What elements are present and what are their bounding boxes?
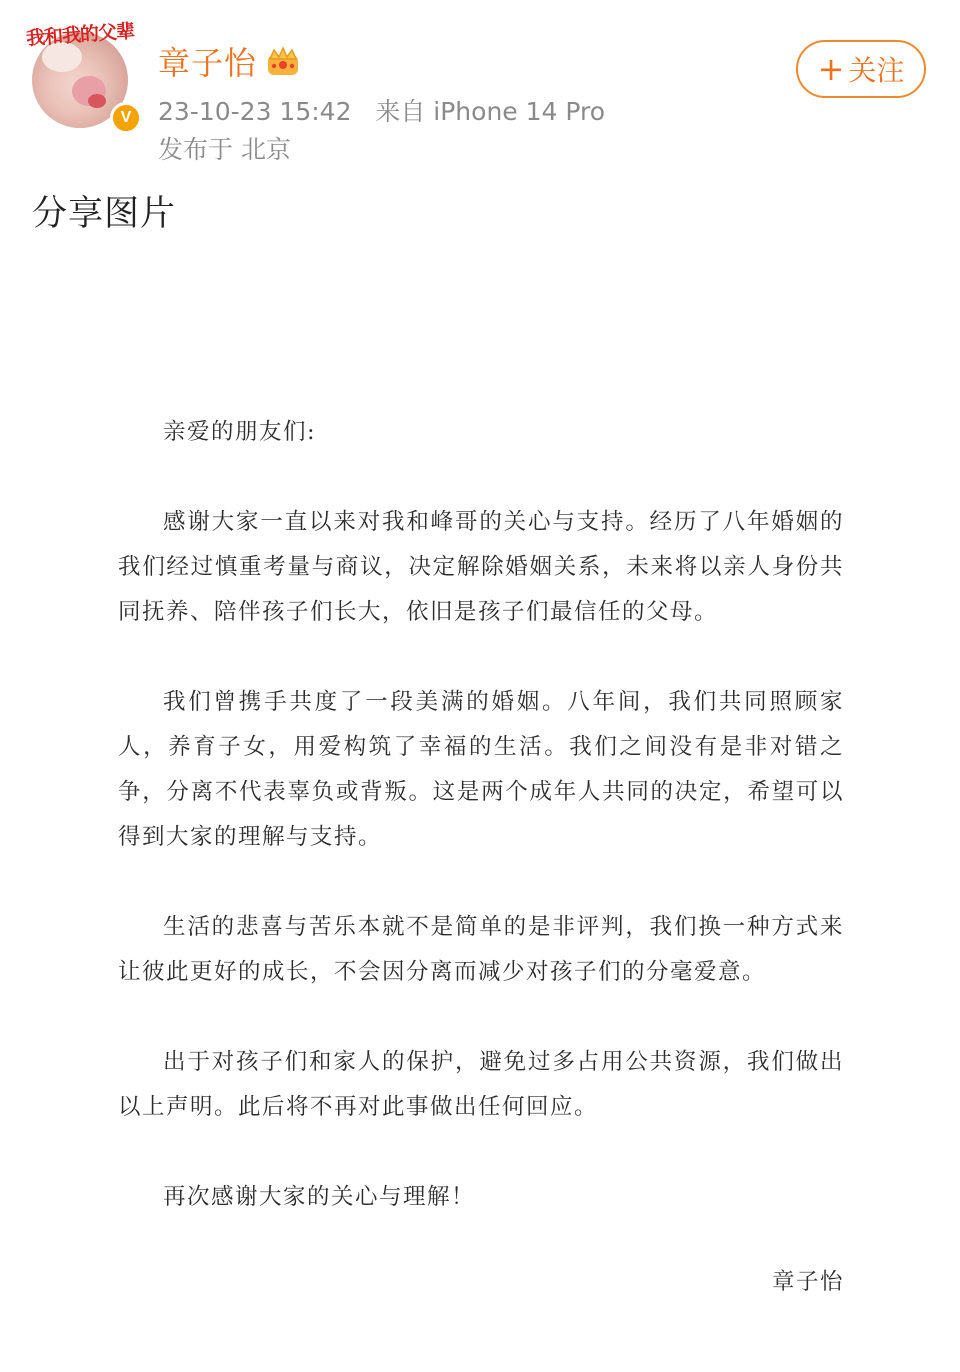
follow-button[interactable] bbox=[796, 40, 926, 98]
verified-badge-icon: V bbox=[110, 102, 142, 134]
post-text: 分享图片 bbox=[32, 194, 177, 234]
letter-paragraph: 感谢大家一直以来对我和峰哥的关心与支持。经历了八年婚姻的我们经过慎重考量与商议，决定解除婚姻关系，未来将以亲人身份共同抚养、陪伴孩子们长大，依旧是孩子们最信任的父母。 bbox=[118, 509, 844, 625]
post-meta bbox=[158, 92, 605, 128]
avatar-logo-text: 我和我的父辈 bbox=[25, 20, 135, 50]
letter-paragraph: 我们曾携手共度了一段美满的婚姻。八年间，我们共同照顾家人，养育子女，用爱构筑了幸福的生活。我们之间没有是非对错之争，分离不代表辜负或背叛。这是两个成年人共同的决定，希望可以得到大家的理解与支持。 bbox=[118, 689, 844, 850]
post-time: 23-10-23 15:42 bbox=[158, 97, 352, 126]
post-location: 发布于 北京 bbox=[158, 135, 291, 164]
post-source: 来自 iPhone 14 Pro bbox=[375, 97, 606, 126]
follow-label: 关注 bbox=[848, 54, 905, 87]
user-avatar[interactable] bbox=[26, 20, 134, 128]
letter-paragraph: 生活的悲喜与苦乐本就不是简单的是非评判，我们换一种方式来让彼此更好的成长，不会因分离而减少对孩子们的分毫爱意。 bbox=[118, 914, 844, 985]
plus-icon: + bbox=[817, 50, 845, 88]
letter-closing: 再次感谢大家的关心与理解！ bbox=[163, 1184, 476, 1210]
letter-paragraph: 出于对孩子们和家人的保护，避免过多占用公共资源，我们做出以上声明。此后将不再对此事做出任何回应。 bbox=[118, 1049, 844, 1120]
letter-greeting: 亲爱的朋友们: bbox=[163, 419, 317, 445]
crown-icon bbox=[265, 45, 301, 77]
username[interactable]: 章子怡 bbox=[158, 44, 258, 82]
letter-signature: 章子怡 bbox=[771, 1269, 844, 1295]
letter-image[interactable] bbox=[118, 410, 844, 1305]
